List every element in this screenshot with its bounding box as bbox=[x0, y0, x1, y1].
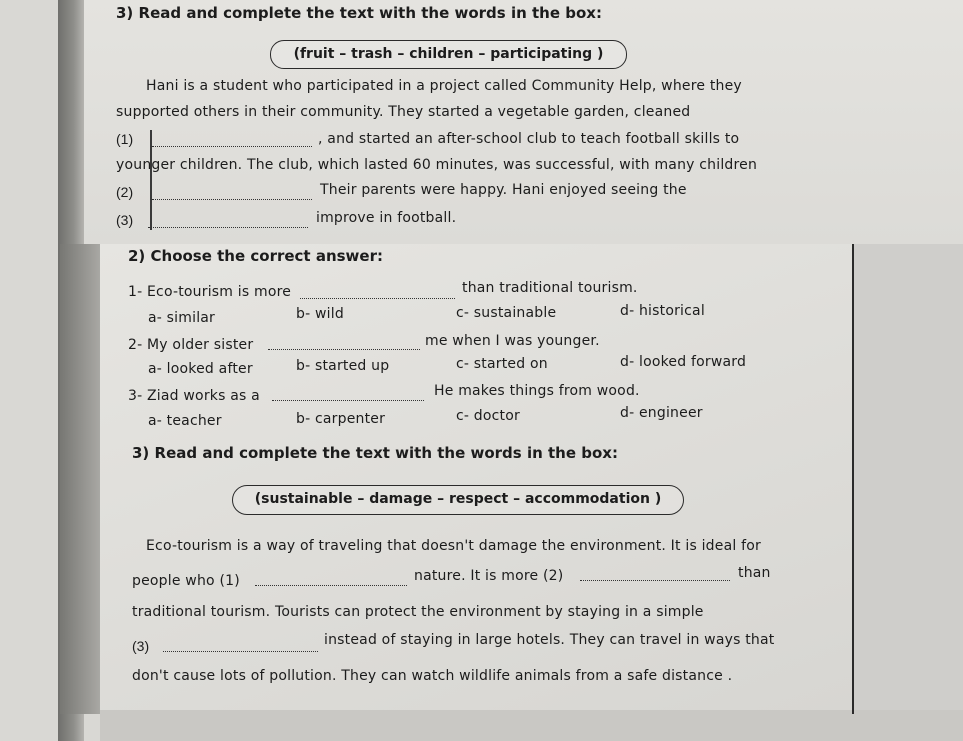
question-3-blank[interactable] bbox=[272, 400, 424, 401]
section-c-word-box bbox=[232, 485, 684, 515]
q1-option-a[interactable]: a- similar bbox=[148, 310, 216, 326]
worksheet-page-upper bbox=[84, 0, 963, 244]
para-c-line-4: instead of staying in large hotels. They can travel in ways that bbox=[324, 632, 775, 648]
question-1-blank[interactable] bbox=[300, 298, 455, 299]
section-b-heading: 2) Choose the correct answer: bbox=[128, 247, 383, 265]
margin-line bbox=[150, 130, 152, 230]
blank-c-2[interactable] bbox=[580, 580, 730, 581]
q3-option-a[interactable]: a- teacher bbox=[148, 413, 222, 429]
blank-label-3: (3) bbox=[116, 212, 134, 228]
question-3-stem: 3- Ziad works as a bbox=[128, 388, 260, 404]
binder-spine-lower bbox=[60, 244, 100, 714]
page-edge-line bbox=[852, 244, 854, 714]
section-c-heading: 3) Read and complete the text with the words in the box: bbox=[132, 444, 618, 462]
q1-option-d[interactable]: d- historical bbox=[620, 303, 705, 319]
blank-c-3-label: (3) bbox=[132, 638, 150, 654]
para-a-line-6: improve in football. bbox=[316, 210, 457, 226]
word-box-c-text: (sustainable – damage – respect – accommodation ) bbox=[254, 491, 662, 507]
q2-option-a[interactable]: a- looked after bbox=[148, 361, 253, 377]
para-a-line-1: Hani is a student who participated in a project called Community Help, where they bbox=[146, 78, 742, 94]
para-a-line-2: supported others in their community. They started a vegetable garden, cleaned bbox=[116, 104, 691, 120]
para-c-line-1: Eco-tourism is a way of traveling that doesn't damage the environment. It is ideal for bbox=[146, 538, 761, 554]
q1-option-b[interactable]: b- wild bbox=[296, 306, 344, 322]
blank-3[interactable] bbox=[148, 227, 308, 228]
blank-label-1: (1) bbox=[116, 131, 134, 147]
background-right bbox=[854, 244, 963, 741]
para-c-line-5: don't cause lots of pollution. They can watch wildlife animals from a safe distance . bbox=[132, 668, 733, 684]
background-bottom bbox=[100, 710, 963, 741]
q2-option-c[interactable]: c- started on bbox=[456, 356, 548, 372]
para-c-line-2a: people who (1) bbox=[132, 573, 240, 589]
q2-option-d[interactable]: d- looked forward bbox=[620, 354, 747, 370]
para-c-line-2c: than bbox=[738, 565, 771, 581]
blank-c-1[interactable] bbox=[255, 585, 407, 586]
para-a-line-3: , and started an after-school club to teach football skills to bbox=[318, 131, 740, 147]
blank-label-2: (2) bbox=[116, 184, 134, 200]
blank-1[interactable] bbox=[152, 146, 312, 147]
q3-option-d[interactable]: d- engineer bbox=[620, 405, 703, 421]
word-box-text: (fruit – trash – children – participating ) bbox=[293, 46, 604, 62]
blank-2[interactable] bbox=[152, 199, 312, 200]
para-c-line-3: traditional tourism. Tourists can protect the environment by staying in a simple bbox=[132, 604, 704, 620]
question-2-blank[interactable] bbox=[268, 349, 420, 350]
q2-option-b[interactable]: b- started up bbox=[296, 358, 390, 374]
para-a-line-5: Their parents were happy. Hani enjoyed seeing the bbox=[320, 182, 687, 198]
question-2-stem: 2- My older sister bbox=[128, 337, 254, 353]
section-a-word-box bbox=[270, 40, 627, 69]
question-1-stem-end: than traditional tourism. bbox=[462, 280, 638, 296]
question-1-stem: 1- Eco-tourism is more bbox=[128, 284, 292, 300]
q3-option-b[interactable]: b- carpenter bbox=[296, 411, 386, 427]
q3-option-c[interactable]: c- doctor bbox=[456, 408, 520, 424]
question-3-stem-end: He makes things from wood. bbox=[434, 383, 640, 399]
para-c-line-2b: nature. It is more (2) bbox=[414, 568, 564, 584]
blank-c-3[interactable] bbox=[163, 651, 318, 652]
q1-option-c[interactable]: c- sustainable bbox=[456, 305, 557, 321]
section-a-heading: 3) Read and complete the text with the words in the box: bbox=[116, 4, 602, 22]
question-2-stem-end: me when I was younger. bbox=[425, 333, 600, 349]
para-a-line-4: younger children. The club, which lasted 60 minutes, was successful, with many children bbox=[116, 157, 758, 173]
